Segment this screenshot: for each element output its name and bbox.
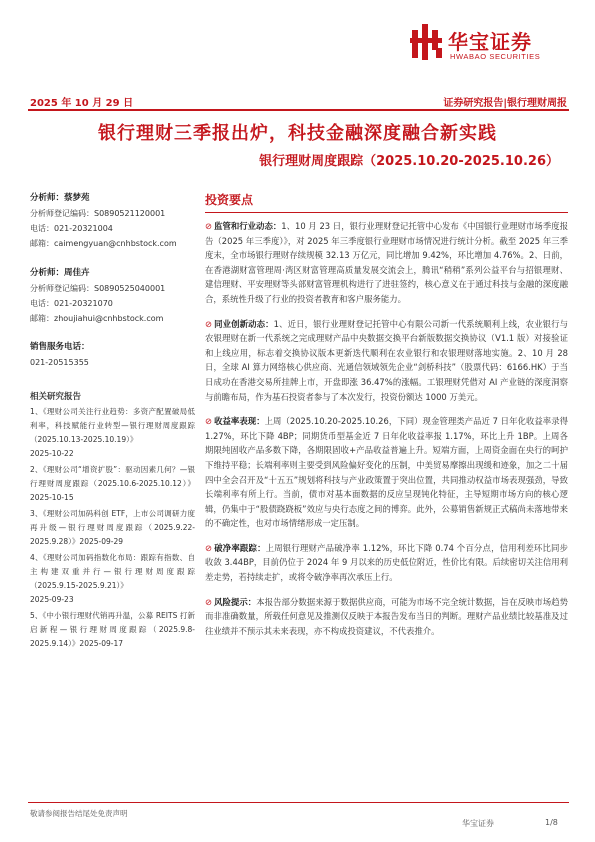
analyst-email[interactable]: 邮箱：zhoujiahui@cnhbstock.com <box>30 314 164 323</box>
highlight-paragraph <box>205 317 568 405</box>
bullet-icon: ⊘ <box>205 318 213 329</box>
paragraph-body: 上周银行理财产品破净率 1.12%，环比下降 0.74 个百分点，信用利差环比同步收敛 3.44BP，目前仍位于 2024 年 9 月以来的历史低位附近，性价比有限。后续密切关注信用利差走势，若持续走扩，或将令破净率再次承压上行。 <box>205 542 568 583</box>
paragraph-heading: 收益率表现： <box>214 416 265 427</box>
bullet-icon: ⊘ <box>205 542 213 553</box>
page-subtitle: 银行理财周度跟踪（2025.10.20-2025.10.26） <box>259 154 559 169</box>
analyst-name: 周佳卉 <box>64 268 90 278</box>
paragraph-body: 1、近日，银行业理财登记托管中心有限公司新一代系统顺利上线，农业银行与农银理财在新一代系统之完成理财产品中央数据交换平台新版数据交换协议（V1.1 版）对接验证和上线应用，标志着交换协议版本更新迭代顺利在农业银行和农银理财落地实施。2、10 月 28 日，全球 AI 算力网络核心供应商、光通信领域领先企业“剑桥科技”（股票代码：6166.HK）于当日成功在香港交易所挂牌上市，开盘即涨 36.47%的涨幅。工银理财凭借对 AI 产业链的深度洞察与前瞻布局，作为基石投资者参与了本次发行，投资份额达 1000 万美元。 <box>205 318 569 402</box>
highlight-paragraph <box>205 414 568 531</box>
highlight-paragraph <box>205 595 568 639</box>
related-report-item[interactable]: 2、《理财公司“增资扩股”：驱动因素几何？—银行理财周度跟踪（2025.10.6-2025.10.12）》2025-10-15 <box>30 465 195 502</box>
hwabao-logo-icon <box>410 24 444 60</box>
related-report-item[interactable]: 5、《中小银行理财代销再升温，公募 REITS 打新启新程—银行理财周度跟踪（2025.9.8-2025.9.14）》2025-09-17 <box>30 611 195 648</box>
analyst-phone: 电话：021-20321004 <box>30 224 113 233</box>
left-sidebar <box>30 190 195 653</box>
analyst-label: 分析师： <box>30 268 65 278</box>
page-number: 1/8 <box>545 818 558 827</box>
related-report-item[interactable]: 4、《理财公司加码指数化布局：跟踪有指数、自主构建双重并行—银行理财周度跟踪（2025.9.15-2025.9.21）》 <box>30 553 195 590</box>
logo-chinese-name: 华宝证券 <box>448 30 532 54</box>
sales-phone: 021-20515355 <box>30 358 89 367</box>
section-title: 投资要点 <box>205 193 254 207</box>
footer-divider <box>28 802 569 803</box>
related-reports-title: 相关研究报告 <box>30 392 82 402</box>
footer-disclaimer: 敬请参阅报告结尾处免责声明 <box>30 809 128 818</box>
analyst-email[interactable]: 邮箱：caimengyuan@cnhbstock.com <box>30 239 177 248</box>
analyst-name: 蔡梦苑 <box>64 193 90 203</box>
footer-brand: 华宝证券 <box>462 819 494 828</box>
related-reports-list <box>30 405 195 651</box>
analyst-label: 分析师： <box>30 193 65 203</box>
paragraph-heading: 监管和行业动态： <box>214 221 282 231</box>
bullet-icon: ⊘ <box>205 221 213 231</box>
report-type: 证券研究报告|银行理财周报 <box>443 98 567 109</box>
section-divider <box>205 212 568 213</box>
paragraph-body: 上周（2025.10.20-2025.10.26，下同）现金管理类产品近 7 日年化收益率录得 1.27%，环比下降 4BP；同期货币型基金近 7 日年化收益率报 1.17%，环比上升 1BP。上周各期限纯固收产品多数下降，各期限固收+产品收益普遍上升。短端方面，上周资金面在央行的呵护下维持平稳；长端利率则主要受到风险偏好变化的压制，中美贸易摩擦出现缓和迹象，加之二十届四中全会召开及“十五五”规划将科技与产业政策置于突出位置，共同推动权益市场表现强劲，导致长端利率有所上行。当前，债市对基本面数据的反应呈现钝化特征，主导短期市场方向的核心逻辑，仍集中于“股债跷跷板”效应与央行态度之间的博弈。此外，公募销售新规正式稿尚未落地带来的不确定性，也对市场情绪形成一定压制。 <box>205 416 569 529</box>
related-report-date: 2025-09-23 <box>30 595 74 604</box>
analyst-cert: 分析师登记编码：S0890525040001 <box>30 284 166 293</box>
header-divider <box>28 109 569 111</box>
related-report-item[interactable]: 3、《理财公司加码科创 ETF，上市公司调研力度再升级—银行理财周度跟踪（2025.9.22-2025.9.28）》2025-09-29 <box>30 509 195 546</box>
analyst-cert: 分析师登记编码：S0890521120001 <box>30 209 166 218</box>
paragraph-heading: 破净率跟踪： <box>214 542 266 553</box>
report-date: 2025 年 10 月 29 日 <box>30 98 134 109</box>
sales-label: 销售服务电话： <box>30 342 90 352</box>
paragraph-body: 本报告部分数据来源于数据供应商，可能为市场不完全统计数据，旨在反映市场趋势而非准确数量，所载任何意见及推测仅反映于本报告发布当日的判断。理财产品业绩比较基准及过往业绩并不预示其未来表现，亦不构成投资建议，不代表推介。 <box>205 596 569 636</box>
page-title: 银行理财三季报出炉，科技金融深度融合新实践 <box>98 123 497 144</box>
related-report-date: 2025-10-22 <box>30 449 74 458</box>
company-logo <box>410 24 570 72</box>
logo-english-name: HWABAO SECURITIES <box>450 52 541 61</box>
related-report-item[interactable]: 1、《理财公司关注行业趋势：多资产配置破局低利率，科技赋能行业转型—银行理财周度跟踪（2025.10.13-2025.10.19）》 <box>30 407 195 444</box>
paragraph-body: 1、10 月 23 日，银行业理财登记托管中心发布《中国银行业理财市场季度报告（2025 年三季度）》，对 2025 年三季度银行业理财市场情况进行统计分析。截至 2025 年三季度末，全市场银行理财存续规模 32.13 万亿元，同比增加 9.42%，环比增加 4.76%。2、日前，在香港湖财富管理周·湾区财富管理高质量发展交流会上，腾讯“稍稍”系列公益平台与招银理财、建信理财、平安理财等头部财富管理机构进行了进驻签约，核心意义在于通过科技与金融的深度融合，系统性升级了行业的投资者教育和客户服务能力。 <box>205 221 568 304</box>
paragraph-heading: 风险提示： <box>214 596 257 607</box>
analyst-block-1 <box>30 190 195 251</box>
bullet-icon: ⊘ <box>205 416 213 427</box>
investment-highlights <box>205 190 568 648</box>
bullet-icon: ⊘ <box>205 596 213 607</box>
analyst-phone: 电话：021-20321070 <box>30 299 113 308</box>
analyst-block-2 <box>30 265 195 326</box>
highlight-paragraph <box>205 541 568 585</box>
paragraph-heading: 同业创新动态： <box>214 318 274 329</box>
highlight-paragraph <box>205 219 568 307</box>
